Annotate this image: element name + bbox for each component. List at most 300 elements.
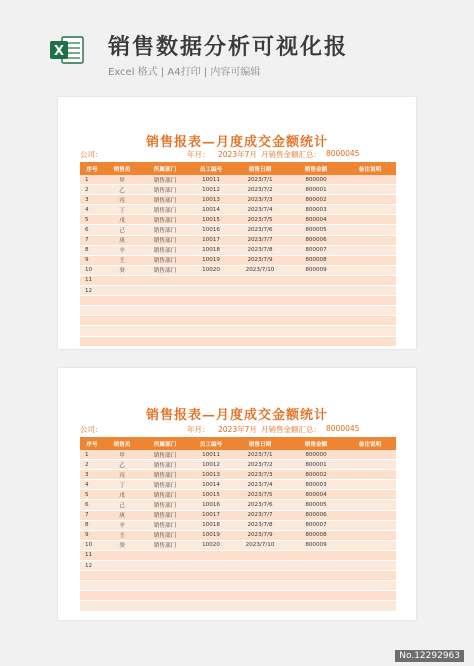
cell-date: 2023/7/1 bbox=[232, 175, 288, 185]
page-subtitle: Excel 格式 | A4打印 | 内容可编辑 bbox=[108, 67, 261, 78]
cell-note bbox=[344, 480, 396, 490]
page-header bbox=[0, 0, 474, 88]
cell-dept: 销售部门 bbox=[140, 245, 190, 255]
table-row bbox=[80, 286, 396, 296]
cell-person: 庚 bbox=[104, 510, 140, 520]
cell-dept: 销售部门 bbox=[140, 185, 190, 195]
cell-emp bbox=[190, 286, 232, 296]
cell-dept: 销售部门 bbox=[140, 215, 190, 225]
cell-no: 10 bbox=[80, 540, 104, 550]
table-row bbox=[80, 296, 396, 306]
cell-no bbox=[80, 581, 104, 591]
column-header-amount: 销售金额 bbox=[288, 437, 344, 450]
column-header-person: 销售员 bbox=[104, 162, 140, 175]
cell-amount bbox=[288, 581, 344, 591]
cell-person bbox=[104, 326, 140, 336]
cell-emp: 10018 bbox=[190, 520, 232, 530]
total-value: 8000045 bbox=[326, 424, 360, 433]
cell-amount: 800004 bbox=[288, 490, 344, 500]
sheet-meta bbox=[80, 424, 396, 436]
cell-amount bbox=[288, 316, 344, 326]
cell-no: 5 bbox=[80, 215, 104, 225]
cell-dept: 销售部门 bbox=[140, 470, 190, 480]
cell-no: 6 bbox=[80, 225, 104, 235]
cell-person: 乙 bbox=[104, 460, 140, 470]
cell-person: 戊 bbox=[104, 215, 140, 225]
table-row bbox=[80, 480, 396, 490]
cell-person: 戊 bbox=[104, 490, 140, 500]
cell-emp: 10015 bbox=[190, 215, 232, 225]
table-row bbox=[80, 460, 396, 470]
cell-note bbox=[344, 550, 396, 560]
cell-person: 壬 bbox=[104, 530, 140, 540]
table-row bbox=[80, 540, 396, 550]
cell-note bbox=[344, 255, 396, 265]
cell-dept bbox=[140, 571, 190, 581]
cell-date: 2023/7/5 bbox=[232, 490, 288, 500]
cell-amount: 800001 bbox=[288, 460, 344, 470]
cell-emp bbox=[190, 275, 232, 285]
cell-emp: 10016 bbox=[190, 225, 232, 235]
cell-person bbox=[104, 591, 140, 601]
table-row bbox=[80, 581, 396, 591]
cell-amount: 800000 bbox=[288, 450, 344, 460]
cell-amount: 800003 bbox=[288, 480, 344, 490]
cell-person bbox=[104, 286, 140, 296]
cell-note bbox=[344, 205, 396, 215]
column-header-person: 销售员 bbox=[104, 437, 140, 450]
cell-person bbox=[104, 336, 140, 346]
cell-emp bbox=[190, 306, 232, 316]
cell-date: 2023/7/10 bbox=[232, 540, 288, 550]
table-row bbox=[80, 336, 396, 346]
table-row bbox=[80, 215, 396, 225]
column-header-note: 备注说明 bbox=[344, 162, 396, 175]
cell-person: 辛 bbox=[104, 520, 140, 530]
cell-dept bbox=[140, 296, 190, 306]
cell-no: 3 bbox=[80, 195, 104, 205]
table-row bbox=[80, 510, 396, 520]
cell-emp: 10014 bbox=[190, 480, 232, 490]
cell-dept bbox=[140, 275, 190, 285]
cell-date bbox=[232, 601, 288, 611]
cell-dept: 销售部门 bbox=[140, 265, 190, 275]
cell-emp bbox=[190, 296, 232, 306]
column-header-amount: 销售金额 bbox=[288, 162, 344, 175]
cell-emp: 10011 bbox=[190, 450, 232, 460]
cell-date bbox=[232, 591, 288, 601]
table-header-row bbox=[80, 437, 396, 450]
cell-emp: 10018 bbox=[190, 245, 232, 255]
cell-note bbox=[344, 175, 396, 185]
cell-no bbox=[80, 336, 104, 346]
year-month-value: 2023年7月 bbox=[218, 425, 257, 434]
cell-person bbox=[104, 306, 140, 316]
cell-date: 2023/7/8 bbox=[232, 245, 288, 255]
cell-no: 12 bbox=[80, 286, 104, 296]
report-sheet-1 bbox=[58, 97, 416, 349]
cell-date bbox=[232, 306, 288, 316]
cell-amount: 800002 bbox=[288, 195, 344, 205]
cell-no bbox=[80, 296, 104, 306]
column-header-date: 销售日期 bbox=[232, 162, 288, 175]
cell-no: 1 bbox=[80, 175, 104, 185]
cell-amount bbox=[288, 275, 344, 285]
cell-emp: 10013 bbox=[190, 195, 232, 205]
sheet-title: 销售报表—月度成交金额统计 bbox=[145, 408, 328, 423]
cell-dept bbox=[140, 316, 190, 326]
cell-emp: 10013 bbox=[190, 470, 232, 480]
image-id-watermark: No.12292963 bbox=[395, 650, 464, 662]
cell-note bbox=[344, 215, 396, 225]
cell-emp: 10020 bbox=[190, 265, 232, 275]
cell-note bbox=[344, 500, 396, 510]
cell-person: 丙 bbox=[104, 470, 140, 480]
cell-date bbox=[232, 550, 288, 560]
cell-emp bbox=[190, 581, 232, 591]
cell-person: 己 bbox=[104, 225, 140, 235]
cell-date bbox=[232, 336, 288, 346]
cell-dept bbox=[140, 286, 190, 296]
cell-person bbox=[104, 561, 140, 571]
cell-note bbox=[344, 601, 396, 611]
total-label: 月销售金额汇总： bbox=[261, 150, 321, 159]
cell-note bbox=[344, 520, 396, 530]
cell-person: 乙 bbox=[104, 185, 140, 195]
cell-dept: 销售部门 bbox=[140, 205, 190, 215]
table-row bbox=[80, 265, 396, 275]
sheet-title: 销售报表—月度成交金额统计 bbox=[145, 135, 328, 150]
cell-date bbox=[232, 561, 288, 571]
cell-note bbox=[344, 460, 396, 470]
cell-emp bbox=[190, 571, 232, 581]
cell-note bbox=[344, 530, 396, 540]
cell-emp: 10016 bbox=[190, 500, 232, 510]
cell-person: 己 bbox=[104, 500, 140, 510]
table-row bbox=[80, 175, 396, 185]
table-row bbox=[80, 225, 396, 235]
cell-person: 癸 bbox=[104, 265, 140, 275]
cell-date bbox=[232, 286, 288, 296]
cell-amount bbox=[288, 561, 344, 571]
cell-dept: 销售部门 bbox=[140, 195, 190, 205]
cell-person bbox=[104, 275, 140, 285]
cell-no: 1 bbox=[80, 450, 104, 460]
cell-no: 7 bbox=[80, 235, 104, 245]
cell-no: 5 bbox=[80, 490, 104, 500]
cell-person: 辛 bbox=[104, 245, 140, 255]
cell-note bbox=[344, 225, 396, 235]
cell-date bbox=[232, 571, 288, 581]
cell-date bbox=[232, 581, 288, 591]
cell-no bbox=[80, 326, 104, 336]
excel-icon bbox=[50, 34, 84, 66]
cell-person: 甲 bbox=[104, 175, 140, 185]
cell-note bbox=[344, 561, 396, 571]
cell-dept: 销售部门 bbox=[140, 175, 190, 185]
cell-dept bbox=[140, 326, 190, 336]
cell-note bbox=[344, 235, 396, 245]
cell-amount: 800004 bbox=[288, 215, 344, 225]
cell-note bbox=[344, 581, 396, 591]
cell-note bbox=[344, 265, 396, 275]
cell-note bbox=[344, 336, 396, 346]
cell-date bbox=[232, 326, 288, 336]
report-sheet-2 bbox=[58, 368, 416, 620]
cell-dept: 销售部门 bbox=[140, 225, 190, 235]
svg-text:X: X bbox=[53, 44, 65, 59]
cell-note bbox=[344, 450, 396, 460]
cell-date: 2023/7/3 bbox=[232, 470, 288, 480]
cell-no: 4 bbox=[80, 205, 104, 215]
cell-amount bbox=[288, 326, 344, 336]
cell-emp bbox=[190, 591, 232, 601]
cell-amount: 800009 bbox=[288, 540, 344, 550]
table-row bbox=[80, 195, 396, 205]
cell-amount: 800002 bbox=[288, 470, 344, 480]
company-label: 公司： bbox=[80, 425, 103, 434]
table-row bbox=[80, 591, 396, 601]
cell-note bbox=[344, 275, 396, 285]
cell-amount bbox=[288, 286, 344, 296]
cell-dept: 销售部门 bbox=[140, 480, 190, 490]
cell-date: 2023/7/1 bbox=[232, 450, 288, 460]
cell-note bbox=[344, 326, 396, 336]
cell-no: 12 bbox=[80, 561, 104, 571]
cell-emp: 10012 bbox=[190, 185, 232, 195]
cell-date bbox=[232, 296, 288, 306]
cell-no: 7 bbox=[80, 510, 104, 520]
cell-date: 2023/7/7 bbox=[232, 235, 288, 245]
table-row bbox=[80, 490, 396, 500]
cell-emp bbox=[190, 326, 232, 336]
cell-no bbox=[80, 591, 104, 601]
cell-no: 4 bbox=[80, 480, 104, 490]
cell-no: 2 bbox=[80, 460, 104, 470]
cell-emp: 10017 bbox=[190, 235, 232, 245]
column-header-no: 序号 bbox=[80, 162, 104, 175]
cell-note bbox=[344, 540, 396, 550]
table-row bbox=[80, 205, 396, 215]
cell-note bbox=[344, 296, 396, 306]
total-value: 8000045 bbox=[326, 149, 360, 158]
table-row bbox=[80, 306, 396, 316]
cell-emp: 10019 bbox=[190, 530, 232, 540]
cell-date: 2023/7/6 bbox=[232, 225, 288, 235]
cell-person: 丙 bbox=[104, 195, 140, 205]
cell-amount: 800005 bbox=[288, 500, 344, 510]
cell-note bbox=[344, 591, 396, 601]
table-row bbox=[80, 500, 396, 510]
cell-no: 8 bbox=[80, 520, 104, 530]
column-header-no: 序号 bbox=[80, 437, 104, 450]
cell-no: 11 bbox=[80, 550, 104, 560]
cell-amount: 800007 bbox=[288, 245, 344, 255]
cell-no: 10 bbox=[80, 265, 104, 275]
total-label: 月销售金额汇总： bbox=[261, 425, 321, 434]
cell-dept: 销售部门 bbox=[140, 530, 190, 540]
cell-date: 2023/7/4 bbox=[232, 480, 288, 490]
column-header-dept: 所属部门 bbox=[140, 437, 190, 450]
cell-amount bbox=[288, 306, 344, 316]
cell-amount: 800005 bbox=[288, 225, 344, 235]
cell-dept bbox=[140, 601, 190, 611]
cell-date: 2023/7/9 bbox=[232, 530, 288, 540]
cell-amount: 800008 bbox=[288, 255, 344, 265]
year-month-value: 2023年7月 bbox=[218, 150, 257, 159]
cell-dept: 销售部门 bbox=[140, 510, 190, 520]
cell-date: 2023/7/5 bbox=[232, 215, 288, 225]
cell-dept bbox=[140, 306, 190, 316]
table-row bbox=[80, 275, 396, 285]
cell-dept: 销售部门 bbox=[140, 520, 190, 530]
cell-note bbox=[344, 510, 396, 520]
table-row bbox=[80, 316, 396, 326]
cell-no: 8 bbox=[80, 245, 104, 255]
cell-amount: 800007 bbox=[288, 520, 344, 530]
cell-no bbox=[80, 306, 104, 316]
cell-note bbox=[344, 306, 396, 316]
cell-emp bbox=[190, 601, 232, 611]
table-row bbox=[80, 550, 396, 560]
cell-amount: 800000 bbox=[288, 175, 344, 185]
cell-amount: 800006 bbox=[288, 235, 344, 245]
cell-emp: 10019 bbox=[190, 255, 232, 265]
table-row bbox=[80, 530, 396, 540]
cell-date bbox=[232, 316, 288, 326]
cell-amount bbox=[288, 591, 344, 601]
table-header-row bbox=[80, 162, 396, 175]
cell-dept: 销售部门 bbox=[140, 500, 190, 510]
cell-dept: 销售部门 bbox=[140, 450, 190, 460]
cell-note bbox=[344, 316, 396, 326]
cell-dept: 销售部门 bbox=[140, 490, 190, 500]
column-header-dept: 所属部门 bbox=[140, 162, 190, 175]
table-row bbox=[80, 571, 396, 581]
cell-emp bbox=[190, 550, 232, 560]
cell-dept bbox=[140, 591, 190, 601]
year-month-label: 年月： bbox=[187, 425, 210, 434]
column-header-emp: 员工编号 bbox=[190, 437, 232, 450]
table-row bbox=[80, 255, 396, 265]
cell-person: 壬 bbox=[104, 255, 140, 265]
cell-person bbox=[104, 601, 140, 611]
cell-no bbox=[80, 601, 104, 611]
cell-person bbox=[104, 581, 140, 591]
table-row bbox=[80, 235, 396, 245]
cell-no bbox=[80, 571, 104, 581]
cell-note bbox=[344, 571, 396, 581]
cell-no: 3 bbox=[80, 470, 104, 480]
cell-amount bbox=[288, 550, 344, 560]
table-row bbox=[80, 601, 396, 611]
cell-amount: 800009 bbox=[288, 265, 344, 275]
column-header-emp: 员工编号 bbox=[190, 162, 232, 175]
cell-amount: 800008 bbox=[288, 530, 344, 540]
table-row bbox=[80, 185, 396, 195]
cell-person: 甲 bbox=[104, 450, 140, 460]
cell-date: 2023/7/3 bbox=[232, 195, 288, 205]
sales-table bbox=[80, 437, 396, 612]
table-body bbox=[80, 175, 396, 346]
cell-no: 2 bbox=[80, 185, 104, 195]
year-month-label: 年月： bbox=[187, 150, 210, 159]
cell-amount: 800006 bbox=[288, 510, 344, 520]
cell-dept: 销售部门 bbox=[140, 235, 190, 245]
cell-note bbox=[344, 245, 396, 255]
page-title: 销售数据分析可视化报 bbox=[108, 35, 349, 60]
cell-person bbox=[104, 571, 140, 581]
cell-date: 2023/7/2 bbox=[232, 460, 288, 470]
table-row bbox=[80, 520, 396, 530]
cell-date: 2023/7/8 bbox=[232, 520, 288, 530]
cell-amount: 800001 bbox=[288, 185, 344, 195]
cell-person: 丁 bbox=[104, 205, 140, 215]
column-header-note: 备注说明 bbox=[344, 437, 396, 450]
cell-person bbox=[104, 316, 140, 326]
cell-date: 2023/7/9 bbox=[232, 255, 288, 265]
cell-amount: 800003 bbox=[288, 205, 344, 215]
sales-table bbox=[80, 162, 396, 347]
cell-dept bbox=[140, 581, 190, 591]
company-label: 公司： bbox=[80, 150, 103, 159]
cell-dept: 销售部门 bbox=[140, 460, 190, 470]
cell-note bbox=[344, 490, 396, 500]
cell-person: 丁 bbox=[104, 480, 140, 490]
cell-date: 2023/7/10 bbox=[232, 265, 288, 275]
cell-emp: 10020 bbox=[190, 540, 232, 550]
cell-amount bbox=[288, 571, 344, 581]
cell-date bbox=[232, 275, 288, 285]
cell-note bbox=[344, 195, 396, 205]
table-row bbox=[80, 245, 396, 255]
cell-note bbox=[344, 286, 396, 296]
cell-emp bbox=[190, 561, 232, 571]
cell-date: 2023/7/6 bbox=[232, 500, 288, 510]
cell-emp: 10011 bbox=[190, 175, 232, 185]
table-row bbox=[80, 470, 396, 480]
cell-no: 6 bbox=[80, 500, 104, 510]
cell-no bbox=[80, 316, 104, 326]
cell-emp: 10017 bbox=[190, 510, 232, 520]
cell-emp: 10012 bbox=[190, 460, 232, 470]
cell-date: 2023/7/2 bbox=[232, 185, 288, 195]
cell-emp bbox=[190, 336, 232, 346]
cell-emp bbox=[190, 316, 232, 326]
cell-amount bbox=[288, 601, 344, 611]
cell-person bbox=[104, 550, 140, 560]
cell-dept: 销售部门 bbox=[140, 540, 190, 550]
cell-no: 11 bbox=[80, 275, 104, 285]
cell-no: 9 bbox=[80, 530, 104, 540]
cell-date: 2023/7/7 bbox=[232, 510, 288, 520]
cell-dept: 销售部门 bbox=[140, 255, 190, 265]
sheet-meta bbox=[80, 149, 396, 161]
cell-dept bbox=[140, 550, 190, 560]
cell-emp: 10014 bbox=[190, 205, 232, 215]
cell-no: 9 bbox=[80, 255, 104, 265]
cell-person bbox=[104, 296, 140, 306]
cell-emp: 10015 bbox=[190, 490, 232, 500]
cell-dept bbox=[140, 561, 190, 571]
cell-dept bbox=[140, 336, 190, 346]
table-row bbox=[80, 450, 396, 460]
cell-person: 庚 bbox=[104, 235, 140, 245]
table-row bbox=[80, 326, 396, 336]
cell-date: 2023/7/4 bbox=[232, 205, 288, 215]
cell-amount bbox=[288, 336, 344, 346]
cell-note bbox=[344, 470, 396, 480]
